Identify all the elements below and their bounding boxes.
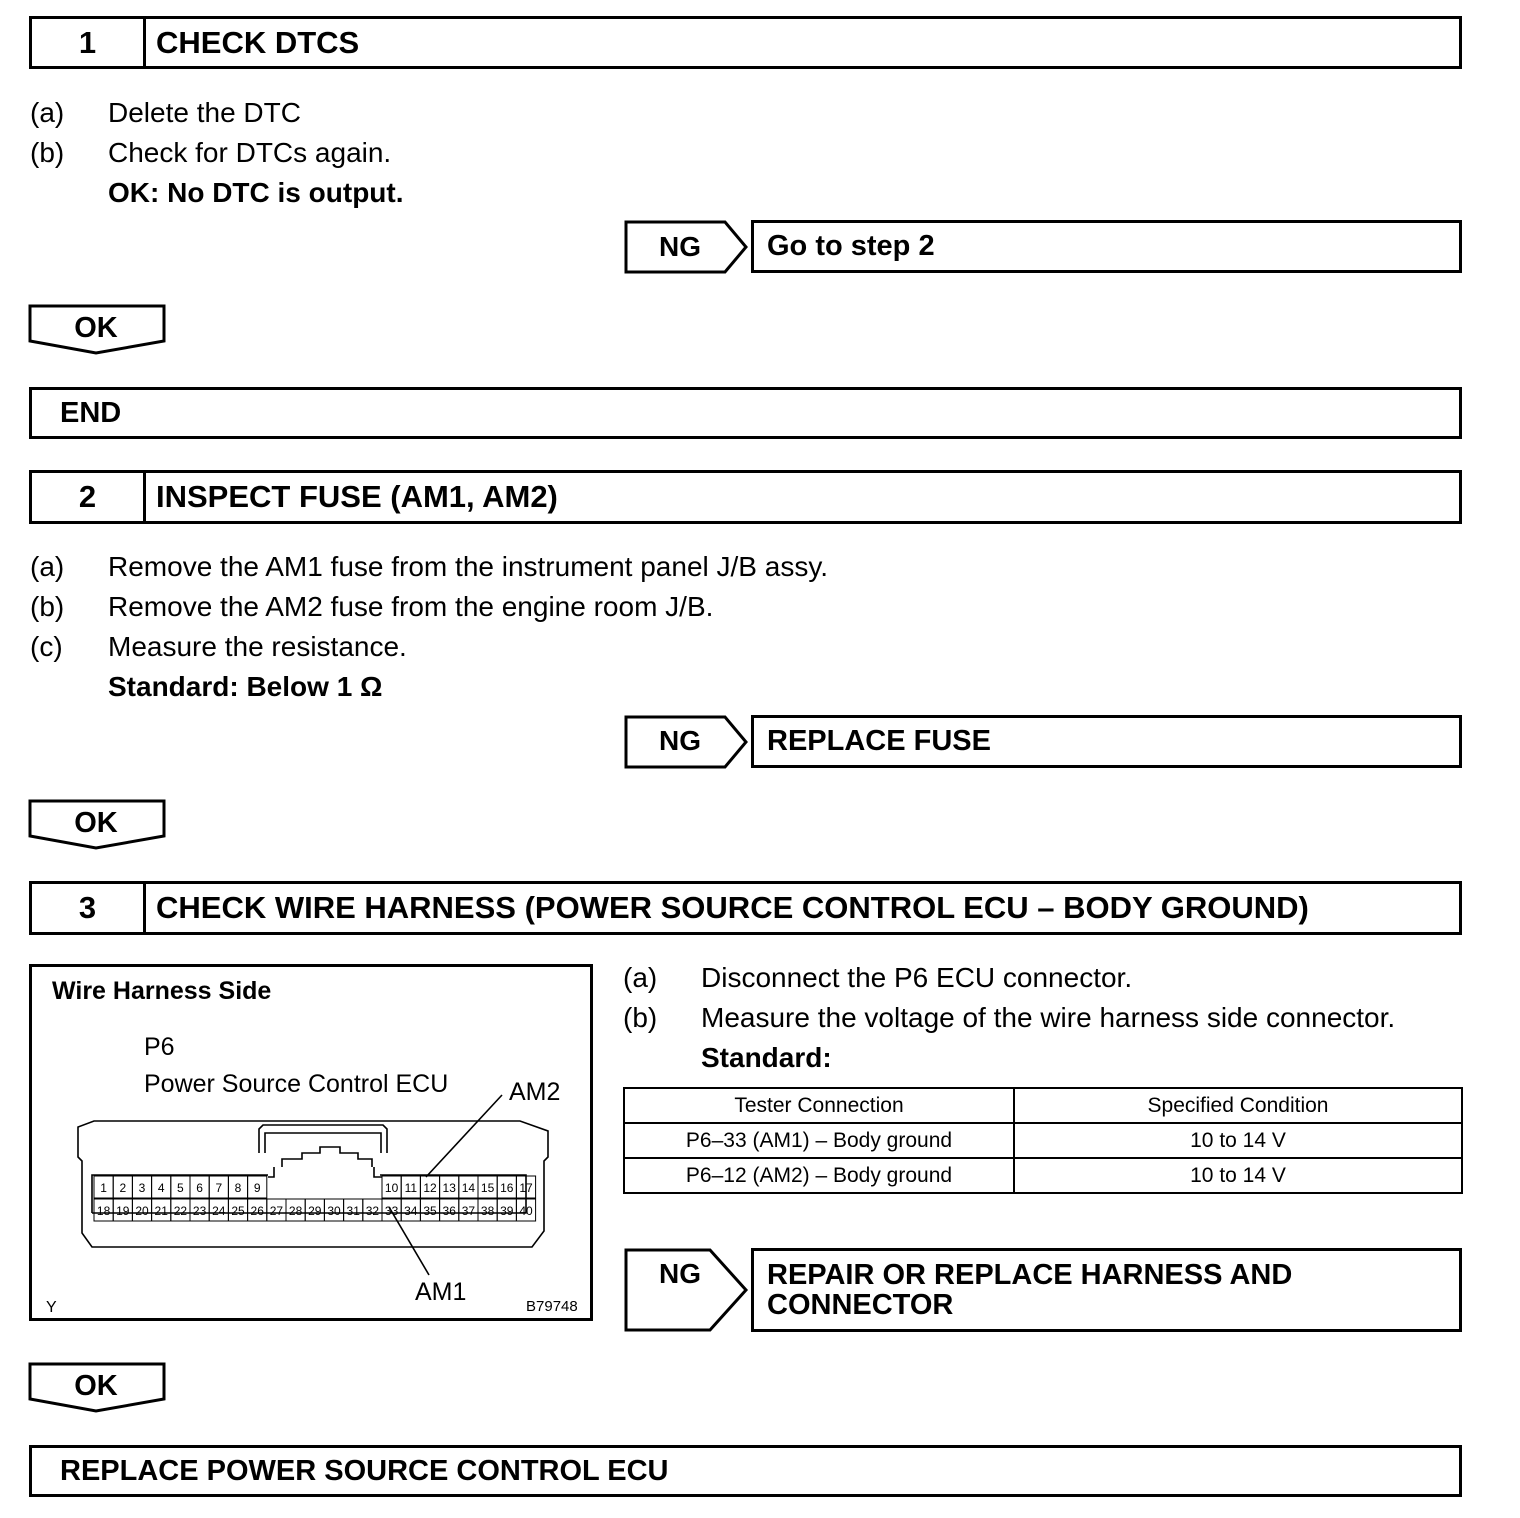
item-label: (b) xyxy=(30,591,65,622)
ng-action-box xyxy=(751,715,1462,768)
pin-number: 17 xyxy=(519,1181,533,1195)
standard-label: Standard: xyxy=(701,1042,832,1073)
pin-number: 28 xyxy=(288,1204,303,1218)
step-title: CHECK DTCS xyxy=(156,24,360,60)
am2-leader-line xyxy=(426,1095,502,1177)
ng-action-line: REPAIR OR REPLACE HARNESS AND xyxy=(767,1259,1293,1291)
item-label: (b) xyxy=(30,137,65,168)
connector-id: P6 xyxy=(144,1033,175,1061)
item-text: Remove the AM1 fuse from the instrument panel J/B assy. xyxy=(108,551,829,582)
pin-number: 8 xyxy=(234,1181,242,1195)
ng-action-box xyxy=(751,1248,1462,1332)
item-text: Remove the AM2 fuse from the engine room J/B. xyxy=(108,591,714,622)
pin-number: 35 xyxy=(423,1204,437,1218)
pin-number: 6 xyxy=(196,1181,203,1195)
pin-number: 3 xyxy=(138,1181,146,1195)
end-box xyxy=(29,387,1462,439)
corner-letter: Y xyxy=(46,1299,57,1316)
pin-number: 22 xyxy=(173,1204,188,1218)
end-text: END xyxy=(60,396,122,429)
pin-number: 39 xyxy=(500,1204,514,1218)
table-cell: 10 to 14 V xyxy=(1014,1158,1462,1193)
pin-number: 16 xyxy=(500,1181,514,1195)
am1-label: AM1 xyxy=(415,1278,467,1306)
pin-number: 19 xyxy=(116,1204,130,1218)
pin-number: 10 xyxy=(384,1181,399,1195)
ng-label: NG xyxy=(659,725,701,756)
standard-value: Standard: Below 1 Ω xyxy=(108,671,383,702)
table-cell: P6–33 (AM1) – Body ground xyxy=(624,1123,1014,1158)
pin-number: 5 xyxy=(177,1181,184,1195)
pin-number: 34 xyxy=(404,1204,418,1218)
ok-label: OK xyxy=(74,312,118,344)
ng-action-box xyxy=(751,220,1462,273)
pin-number: 12 xyxy=(423,1181,437,1195)
pin-number: 26 xyxy=(250,1204,264,1218)
pin-number: 15 xyxy=(480,1181,495,1195)
spec-table xyxy=(623,1087,1463,1194)
item-label: (a) xyxy=(30,551,65,582)
item-label: (b) xyxy=(623,1002,658,1033)
pin-number: 38 xyxy=(480,1204,495,1218)
item-text: Measure the resistance. xyxy=(108,631,407,662)
step-1-header xyxy=(29,16,1462,69)
pin-number: 40 xyxy=(519,1204,533,1218)
pin-number: 18 xyxy=(96,1204,111,1218)
pin-number: 4 xyxy=(157,1181,165,1195)
pin-grid xyxy=(94,1176,536,1221)
final-action-text: REPLACE POWER SOURCE CONTROL ECU xyxy=(60,1454,669,1487)
table-cell: P6–12 (AM2) – Body ground xyxy=(624,1158,1014,1193)
ng-action-text: Go to step 2 xyxy=(767,230,935,262)
step-number: 3 xyxy=(32,884,146,932)
ng-action-line: CONNECTOR xyxy=(767,1289,954,1321)
step-number: 1 xyxy=(32,19,146,66)
pin-number: 36 xyxy=(442,1204,456,1218)
pin-number: 9 xyxy=(253,1181,261,1195)
ng-label: NG xyxy=(659,1258,701,1289)
item-label: (c) xyxy=(30,631,63,662)
column-header: Tester Connection xyxy=(624,1088,1014,1123)
step-3-header xyxy=(29,881,1462,935)
item-text: Disconnect the P6 ECU connector. xyxy=(701,962,1133,993)
table-row xyxy=(624,1123,1462,1158)
item-text: Check for DTCs again. xyxy=(108,137,392,168)
table-row xyxy=(624,1158,1462,1193)
pin-number: 24 xyxy=(212,1204,226,1218)
pin-number: 21 xyxy=(154,1204,168,1218)
pin-number: 25 xyxy=(231,1204,245,1218)
connector-name: Power Source Control ECU xyxy=(144,1070,449,1098)
pin-number: 27 xyxy=(269,1204,284,1218)
ng-action-text: REPLACE FUSE xyxy=(767,725,991,757)
item-text: Delete the DTC xyxy=(108,97,301,128)
figure-code: B79748 xyxy=(526,1298,578,1315)
table-cell: 10 to 14 V xyxy=(1014,1123,1462,1158)
pin-number: 7 xyxy=(215,1181,223,1195)
ok-label: OK xyxy=(74,807,118,839)
pin-number: 37 xyxy=(461,1204,476,1218)
pin-number: 23 xyxy=(192,1204,207,1218)
pin-number: 20 xyxy=(135,1204,149,1218)
final-action-box xyxy=(29,1445,1462,1497)
diagram-heading: Wire Harness Side xyxy=(52,977,272,1005)
connector-drawing xyxy=(32,967,590,1318)
step-number: 2 xyxy=(32,473,146,521)
pin-number: 11 xyxy=(404,1181,418,1195)
pin-number: 13 xyxy=(442,1181,456,1195)
step-title: INSPECT FUSE (AM1, AM2) xyxy=(156,479,558,514)
pin-number: 31 xyxy=(346,1204,360,1218)
am2-label: AM2 xyxy=(509,1078,561,1106)
item-label: (a) xyxy=(30,97,65,128)
column-header: Specified Condition xyxy=(1014,1088,1462,1123)
pin-number: 2 xyxy=(119,1181,127,1195)
pin-number: 30 xyxy=(327,1204,341,1218)
step-title: CHECK WIRE HARNESS (POWER SOURCE CONTROL ECU – BODY GROUND) xyxy=(156,890,1309,925)
item-label: (a) xyxy=(623,962,658,993)
pin-number: 33 xyxy=(384,1204,399,1218)
pin-number: 1 xyxy=(100,1181,107,1195)
pin-number: 14 xyxy=(461,1181,476,1195)
step-2-header xyxy=(29,470,1462,524)
item-text: Measure the voltage of the wire harness side connector. xyxy=(701,1002,1396,1033)
pin-number: 29 xyxy=(308,1204,322,1218)
table-header-row xyxy=(624,1088,1462,1123)
ok-condition: OK: No DTC is output. xyxy=(108,177,404,208)
ok-label: OK xyxy=(74,1370,118,1402)
ng-label: NG xyxy=(659,231,701,262)
connector-diagram xyxy=(29,964,593,1321)
pin-number: 32 xyxy=(365,1204,380,1218)
